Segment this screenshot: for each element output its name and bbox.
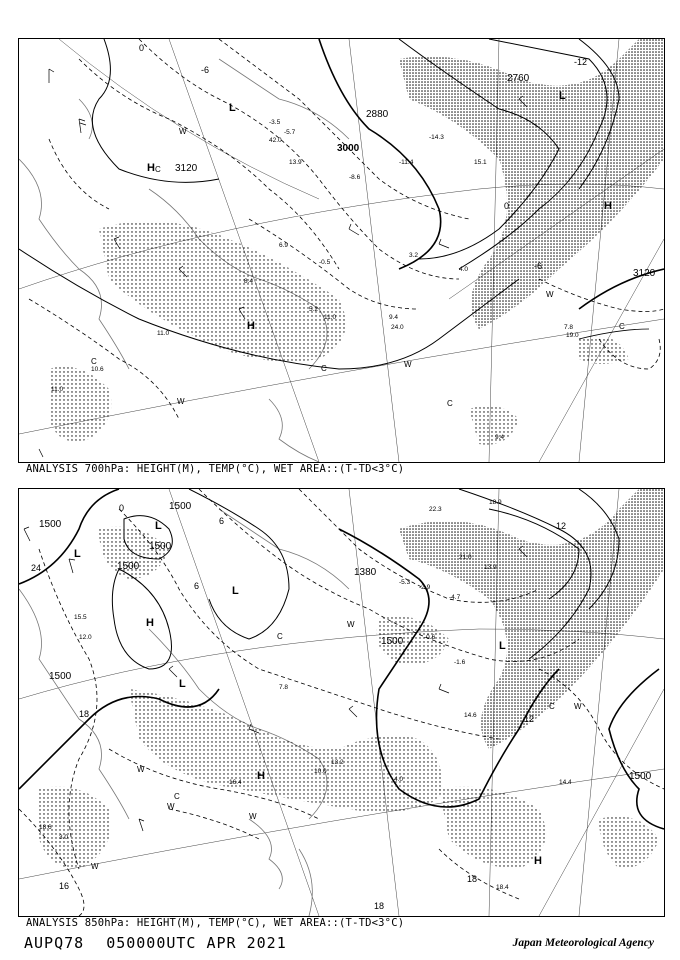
isotherm-label: -6 [534,261,543,271]
high-center-label: H [147,162,155,174]
obs-value: 11.0 [51,386,64,393]
obs-value: 5.2 [309,306,319,313]
high-center-label: H [534,855,542,867]
high-center-label: H [604,200,612,212]
agency-name: Japan Meteorological Agency [512,937,654,949]
obs-value: 13.9 [484,564,497,571]
isotherm-label: 18 [467,874,478,884]
caption-700hpa: ANALYSIS 700hPa: HEIGHT(M), TEMP(°C), WET AREA::(T-TD<3°C) [26,463,405,475]
cold-center-label: C [277,632,283,641]
obs-value: 19.0 [566,332,579,339]
isotherm-label: 0 [119,503,125,513]
obs-value: 22.3 [429,506,442,513]
contour-label: 3120 [633,268,656,279]
isotherm-label: 6 [194,581,200,591]
contour-label: 1500 [381,636,404,647]
contour-label: 1500 [169,501,192,512]
obs-value: 13.2 [331,759,344,766]
obs-value: -0.5 [319,259,331,266]
obs-value: 7.8 [279,684,289,691]
obs-value: 14.6 [464,712,477,719]
low-center-label: L [229,102,236,114]
isotherm-label: 24 [31,563,42,573]
cold-center-label: C [155,165,161,174]
isotherm-label: 16 [59,881,70,891]
low-center-label: L [499,640,506,652]
isotherm-label: -6 [201,65,210,75]
cold-center-label: C [321,364,327,373]
obs-value: 4.0 [459,266,469,273]
warm-center-label: W [91,862,99,871]
contour-label: 2880 [366,109,389,120]
cold-center-label: C [91,357,97,366]
contour-label: 3120 [175,163,198,174]
obs-value: -5.7 [284,129,296,136]
warm-center-label: W [137,765,145,774]
isotherm-label: 0 [139,43,145,53]
low-center-label: L [155,520,162,532]
obs-value: 18.4 [496,884,509,891]
obs-value: -5.3 [399,579,411,586]
obs-value: 10.0 [314,768,327,775]
chart-id: AUPQ78 [24,934,85,952]
analysis-time: 050000UTC APR 2021 [106,934,287,952]
isotherm-label: 12 [556,521,567,531]
isotherm-label: 18 [79,709,90,719]
chart-code [24,934,287,952]
obs-value: -2.9 [419,584,431,591]
obs-value: 12.0 [79,634,92,641]
obs-value: 3.2 [409,252,419,259]
obs-value: 42.0 [269,137,282,144]
contour-label: 1500 [149,541,172,552]
map-850hpa-canvas [19,489,664,916]
contour-label: 1380 [354,567,377,578]
low-center-label: L [179,678,186,690]
obs-value: 11.0 [157,330,170,337]
cold-center-label: C [549,702,555,711]
contour-label: 1500 [39,519,62,530]
obs-value: 11.0 [324,314,337,321]
warm-center-label: W [177,397,185,406]
obs-value: 3.0 [59,834,69,841]
obs-value: -0.6 [424,634,436,641]
obs-value: 15.5 [74,614,87,621]
obs-value: 6.9 [279,242,289,249]
low-center-label: L [559,90,566,102]
high-center-label: H [257,770,265,782]
cold-center-label: C [447,399,453,408]
caption-850hpa: ANALYSIS 850hPa: HEIGHT(M), TEMP(°C), WET AREA::(T-TD<3°C) [26,917,405,929]
obs-value: 9.4 [495,434,505,441]
wet-areas [39,489,664,869]
isotherm-label: 18 [374,901,385,911]
warm-center-label: W [347,620,355,629]
map-700hpa-canvas [19,39,664,462]
map-850hpa [18,488,665,917]
obs-value: 9.4 [389,314,399,321]
warm-center-label: W [167,802,175,811]
cold-center-label: C [619,322,625,331]
obs-value: 8.4 [244,278,254,285]
contour-label: 1500 [49,671,72,682]
isotherm-label: 12 [524,714,535,724]
low-center-label: L [74,548,81,560]
obs-value: -8.6 [349,174,361,181]
obs-value: -14.3 [429,134,444,141]
obs-value: -3.5 [269,119,281,126]
isotherm-label: 0 [504,201,510,211]
low-center-label: L [232,585,239,597]
high-center-label: H [146,617,154,629]
contour-label: 2760 [507,73,530,84]
obs-value: 10.6 [91,366,104,373]
warm-center-label: W [404,360,412,369]
obs-value: 14.4 [559,779,572,786]
warm-center-label: W [179,127,187,136]
high-center-label: H [247,320,255,332]
isotherm-label: -12 [574,57,588,67]
obs-value: 16.4 [229,779,242,786]
obs-value: 18.9 [489,499,502,506]
obs-value: 7.8 [564,324,574,331]
obs-value: 24.0 [391,324,404,331]
obs-value: -11.4 [399,159,414,166]
isotherm-label: 6 [219,516,225,526]
obs-value: 21.0 [459,554,472,561]
contour-label: 1500 [629,771,652,782]
obs-value: -4.7 [449,594,461,601]
contour-label: 3000 [337,143,360,154]
obs-value: 15.1 [474,159,487,166]
warm-center-label: W [546,290,554,299]
warm-center-label: W [574,702,582,711]
wet-areas [49,39,664,445]
obs-value: 18.6 [39,824,52,831]
obs-value: -1.6 [454,659,466,666]
cold-center-label: C [174,792,180,801]
map-700hpa [18,38,665,463]
contour-label: 1500 [117,561,140,572]
warm-center-label: W [249,812,257,821]
obs-value: 4.0 [394,776,404,783]
obs-value: 13.9 [289,159,302,166]
